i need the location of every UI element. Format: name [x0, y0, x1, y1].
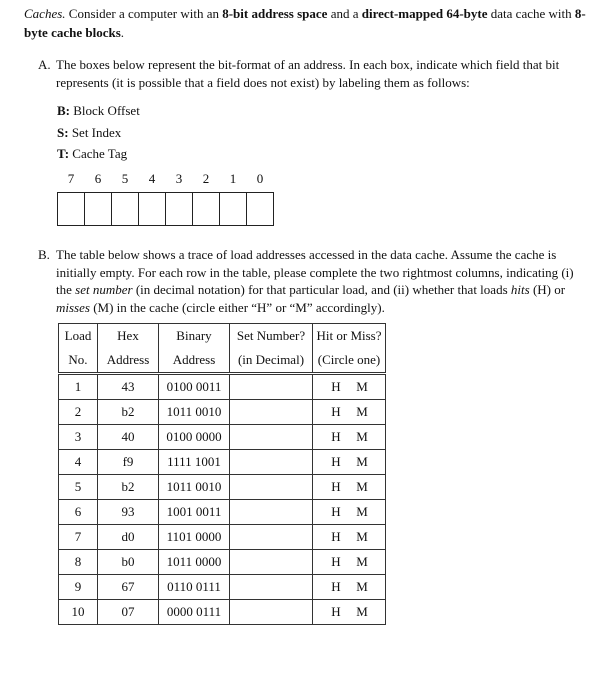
miss-option[interactable]: M — [356, 529, 368, 544]
bit-box-6[interactable] — [84, 192, 112, 226]
miss-option[interactable]: M — [356, 454, 368, 469]
address-space-term: 8-bit address space — [222, 6, 328, 21]
hex-address: b2 — [98, 400, 159, 425]
set-number-answer[interactable] — [230, 450, 313, 475]
table-row — [59, 550, 386, 575]
bit-box-5[interactable] — [111, 192, 139, 226]
hit-option[interactable]: H — [331, 604, 341, 619]
set-number-answer[interactable] — [230, 425, 313, 450]
hex-address: b2 — [98, 475, 159, 500]
bit-number: 3 — [175, 171, 183, 186]
set-number-answer[interactable] — [230, 475, 313, 500]
bit-format-boxes — [57, 192, 273, 226]
hit-option[interactable]: H — [331, 554, 341, 569]
hit-miss-answer — [313, 550, 386, 575]
table-row — [59, 475, 386, 500]
table-row — [59, 450, 386, 475]
bit-number: 2 — [202, 171, 210, 186]
bit-box-1[interactable] — [219, 192, 247, 226]
miss-option[interactable]: M — [356, 554, 368, 569]
header-set-number-sub: (in Decimal) — [230, 348, 313, 374]
legend-item — [57, 122, 140, 144]
binary-address: 0100 0000 — [159, 425, 230, 450]
binary-address: 1011 0000 — [159, 550, 230, 575]
hit-miss-answer — [313, 500, 386, 525]
hit-miss-answer — [313, 575, 386, 600]
hit-option[interactable]: H — [331, 429, 341, 444]
table-row — [59, 525, 386, 550]
field-legend — [57, 100, 140, 165]
table-row — [59, 500, 386, 525]
part-b-text-segment: (H) or — [529, 282, 566, 297]
header-load-sub: No. — [59, 348, 98, 374]
header-binary-sub: Address — [159, 348, 230, 374]
part-b-text — [56, 246, 590, 316]
load-number: 7 — [59, 525, 98, 550]
bit-number: 1 — [229, 171, 237, 186]
load-number: 6 — [59, 500, 98, 525]
binary-address: 0000 0111 — [159, 600, 230, 625]
load-trace-table — [58, 323, 386, 625]
hit-option[interactable]: H — [331, 479, 341, 494]
intro-text: and a — [327, 6, 362, 21]
part-b-text-segment: The table below shows a trace of load addresses accessed in the data cache. Assume the cache is initially empty. For each row in the table, please complete the two rightmost columns, indicating (i) the — [56, 247, 574, 297]
part-a-text: The boxes below represent the bit-format of an address. In each box, indicate which field that bit represents (it is possible that a field does not exist) by labeling them as follows: — [56, 57, 560, 90]
header-load: Load — [59, 324, 98, 349]
bit-number: 0 — [256, 171, 264, 186]
intro-text: Consider a computer with an — [65, 6, 223, 21]
table-row — [59, 400, 386, 425]
hit-miss-answer — [313, 475, 386, 500]
hit-miss-answer — [313, 425, 386, 450]
binary-address: 1111 1001 — [159, 450, 230, 475]
load-number: 3 — [59, 425, 98, 450]
legend-desc: Block Offset — [73, 103, 140, 118]
hit-option[interactable]: H — [331, 454, 341, 469]
table-row — [59, 425, 386, 450]
cache-type-term: direct-mapped 64-byte — [361, 6, 488, 21]
table-body — [59, 374, 386, 625]
bit-number: 5 — [121, 171, 129, 186]
legend-key: T: — [57, 146, 70, 161]
bit-box-0[interactable] — [246, 192, 274, 226]
hits-term: hits — [510, 282, 530, 297]
legend-item — [57, 143, 140, 165]
hit-miss-answer — [313, 525, 386, 550]
misses-term: misses — [56, 299, 90, 315]
binary-address: 1011 0010 — [159, 400, 230, 425]
header-hit-miss-sub: (Circle one) — [313, 348, 386, 374]
legend-key: S: — [57, 124, 69, 140]
header-set-number: Set Number? — [230, 324, 313, 349]
set-number-answer[interactable] — [230, 400, 313, 425]
miss-option[interactable]: M — [356, 579, 368, 594]
bit-box-3[interactable] — [165, 192, 193, 226]
miss-option[interactable]: M — [356, 604, 368, 619]
table-header-row — [59, 324, 386, 349]
set-number-answer[interactable] — [230, 374, 313, 400]
miss-option[interactable]: M — [356, 504, 368, 519]
part-b-text-segment: (M) in the cache (circle either “H” or “M” accordingly). — [89, 299, 385, 315]
hit-miss-answer — [313, 450, 386, 475]
set-number-answer[interactable] — [230, 550, 313, 575]
load-number: 8 — [59, 550, 98, 575]
hex-address: f9 — [98, 450, 159, 475]
bit-box-2[interactable] — [192, 192, 220, 226]
miss-option[interactable]: M — [356, 479, 368, 494]
part-b-label: B. — [38, 247, 50, 262]
intro-paragraph — [24, 4, 590, 42]
hit-option[interactable]: H — [331, 529, 341, 544]
topic-title: Caches. — [24, 6, 66, 21]
hit-option[interactable]: H — [331, 379, 341, 394]
binary-address: 1001 0011 — [159, 500, 230, 525]
binary-address: 0110 0111 — [159, 575, 230, 600]
legend-item — [57, 100, 140, 122]
set-number-term: set number — [75, 282, 133, 297]
hex-address: 07 — [98, 600, 159, 625]
part-a-label: A. — [38, 57, 51, 72]
hit-option[interactable]: H — [331, 404, 341, 419]
hit-option[interactable]: H — [331, 579, 341, 594]
binary-address: 1101 0000 — [159, 525, 230, 550]
load-number: 1 — [59, 374, 98, 400]
intro-text: data cache with — [487, 6, 575, 21]
hit-miss-answer — [313, 400, 386, 425]
hex-address: 93 — [98, 500, 159, 525]
table-header-row — [59, 348, 386, 374]
table-row — [59, 374, 386, 400]
part-a-question — [38, 56, 590, 91]
load-number: 5 — [59, 475, 98, 500]
miss-option[interactable]: M — [356, 404, 368, 419]
legend-desc: Cache Tag — [72, 146, 128, 161]
table-row — [59, 600, 386, 625]
set-number-answer[interactable] — [230, 525, 313, 550]
header-hex: Hex — [98, 324, 159, 349]
bit-number: 4 — [148, 171, 156, 186]
bit-number: 6 — [94, 171, 102, 186]
hex-address: b0 — [98, 550, 159, 575]
hex-address: d0 — [98, 525, 159, 550]
load-number: 9 — [59, 575, 98, 600]
legend-desc: Set Index — [71, 124, 122, 140]
bit-box-4[interactable] — [138, 192, 166, 226]
set-number-answer[interactable] — [230, 500, 313, 525]
load-number: 2 — [59, 400, 98, 425]
load-number: 10 — [59, 600, 98, 625]
legend-key: B: — [57, 103, 70, 118]
header-binary: Binary — [159, 324, 230, 349]
part-b-question — [38, 246, 590, 316]
hex-address: 43 — [98, 374, 159, 400]
set-number-answer[interactable] — [230, 600, 313, 625]
binary-address: 1011 0010 — [159, 475, 230, 500]
load-number: 4 — [59, 450, 98, 475]
hit-option[interactable]: H — [331, 504, 341, 519]
bit-number: 7 — [67, 171, 75, 186]
header-hex-sub: Address — [98, 348, 159, 374]
hit-miss-answer — [313, 374, 386, 400]
bit-box-7[interactable] — [57, 192, 85, 226]
block-size-term: 8-byte cache blocks — [24, 6, 586, 40]
intro-text: . — [120, 25, 125, 40]
hex-address: 67 — [98, 575, 159, 600]
hex-address: 40 — [98, 425, 159, 450]
miss-option[interactable]: M — [356, 379, 368, 394]
part-b-text-segment: (in decimal notation) for that particular load, and (ii) whether that loads — [132, 282, 511, 297]
hit-miss-answer — [313, 600, 386, 625]
table-row — [59, 575, 386, 600]
set-number-answer[interactable] — [230, 575, 313, 600]
miss-option[interactable]: M — [356, 429, 368, 444]
binary-address: 0100 0011 — [159, 374, 230, 400]
header-hit-miss: Hit or Miss? — [313, 324, 386, 349]
